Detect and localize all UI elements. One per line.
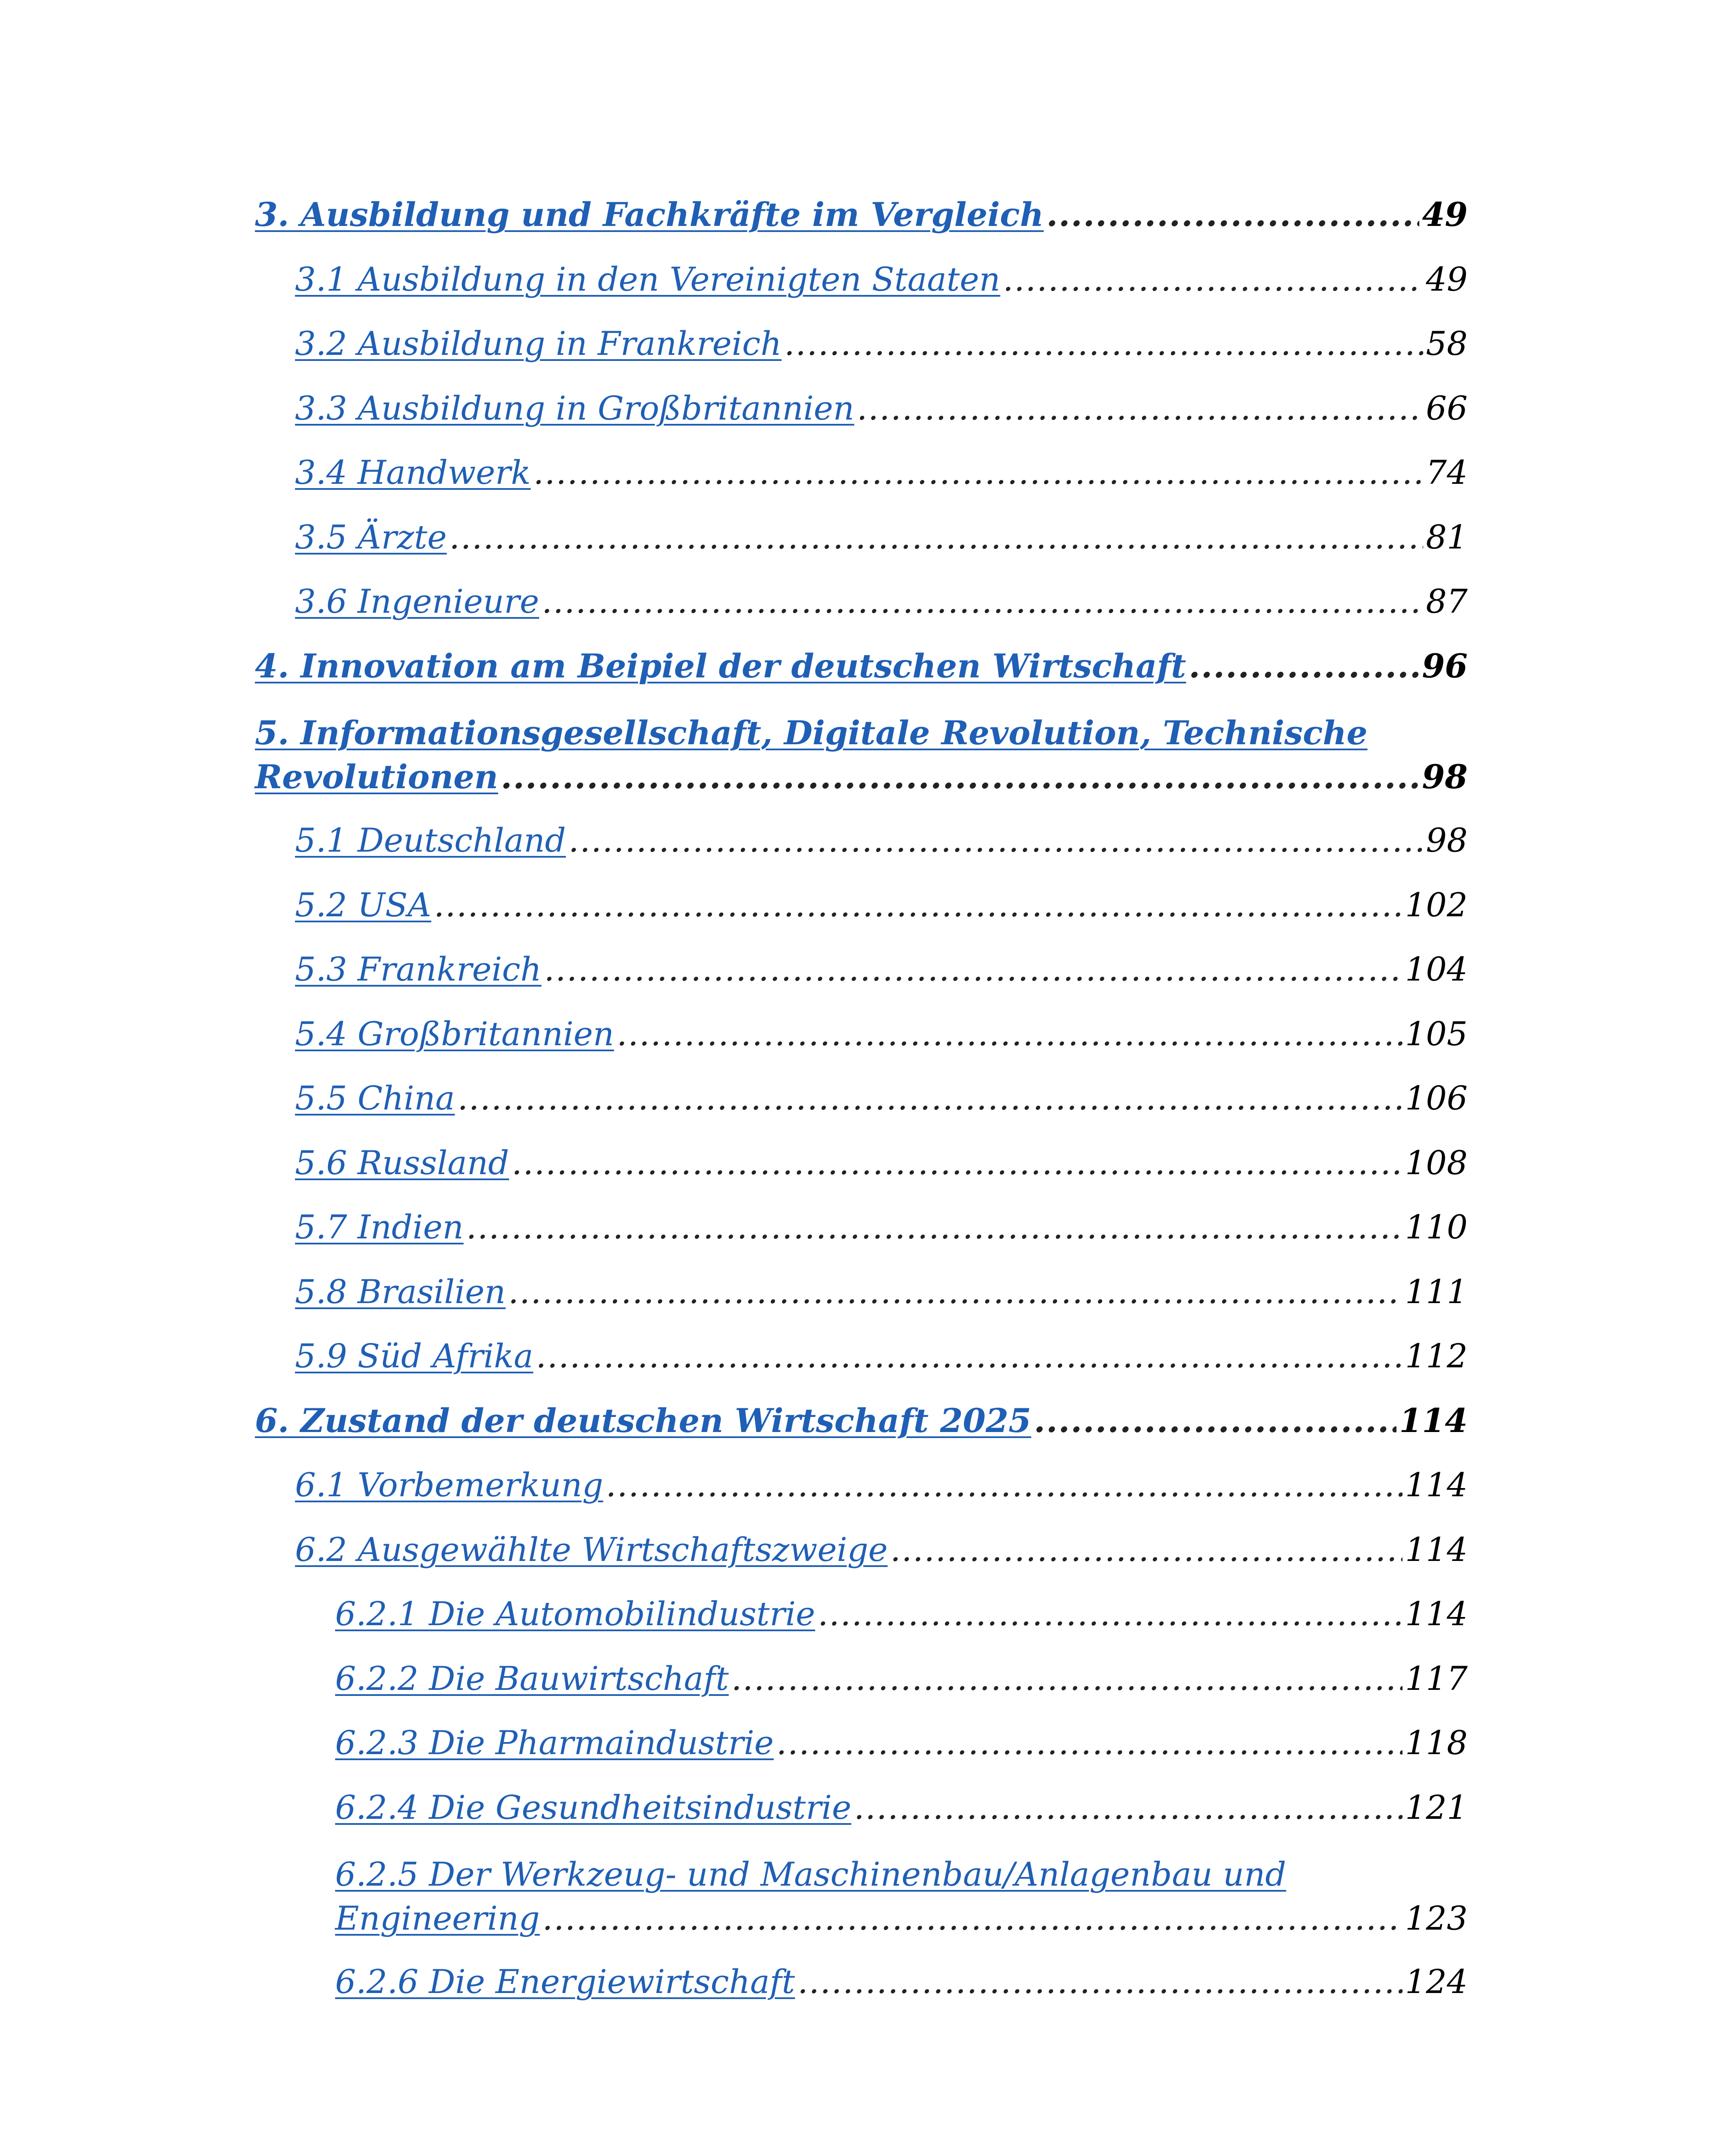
toc-entry[interactable] xyxy=(255,1787,1468,1852)
toc-entry[interactable] xyxy=(255,1078,1468,1142)
toc-entry[interactable] xyxy=(255,323,1468,388)
toc-entry[interactable] xyxy=(255,949,1468,1013)
toc-entry-page: 98 xyxy=(1422,758,1468,796)
toc-entry[interactable] xyxy=(255,646,1468,710)
toc-entry-page: 110 xyxy=(1405,1208,1468,1246)
toc-entry[interactable] xyxy=(255,581,1468,646)
toc-entry[interactable] xyxy=(255,1335,1468,1400)
toc-entry-page: 123 xyxy=(1405,1899,1468,1937)
toc-entry-title[interactable]: 6.2.1 Die Automobilindustrie xyxy=(335,1595,816,1633)
dot-leader xyxy=(818,1593,1403,1635)
toc-entry-page: 114 xyxy=(1405,1595,1468,1633)
toc-entry-page: 112 xyxy=(1405,1337,1468,1375)
table-of-contents xyxy=(255,194,1468,2026)
dot-leader xyxy=(568,820,1423,861)
toc-entry[interactable] xyxy=(255,452,1468,517)
toc-entry-page: 102 xyxy=(1405,885,1468,924)
dot-leader xyxy=(533,452,1424,493)
toc-entry-page: 111 xyxy=(1405,1272,1468,1311)
dot-leader xyxy=(542,581,1423,622)
toc-entry-page: 105 xyxy=(1405,1014,1468,1053)
dot-leader xyxy=(784,323,1423,364)
toc-entry-page: 104 xyxy=(1405,950,1468,988)
dot-leader xyxy=(544,949,1403,990)
toc-entry[interactable] xyxy=(255,820,1468,884)
dot-leader xyxy=(543,1898,1403,1939)
toc-entry[interactable] xyxy=(255,884,1468,949)
dot-leader xyxy=(1003,259,1423,300)
toc-entry-title[interactable]: Engineering xyxy=(335,1899,540,1937)
dot-leader xyxy=(458,1078,1403,1119)
toc-entry[interactable] xyxy=(255,1529,1468,1594)
toc-entry-title[interactable]: 6.2 Ausgewählte Wirtschaftszweige xyxy=(295,1530,888,1569)
toc-entry-title[interactable]: 3.5 Ärzte xyxy=(295,517,447,556)
toc-entry-page: 117 xyxy=(1405,1659,1468,1698)
dot-leader xyxy=(508,1271,1403,1313)
toc-entry-title[interactable]: Revolutionen xyxy=(255,758,499,796)
toc-entry-title[interactable]: 5.4 Großbritannien xyxy=(295,1014,614,1053)
toc-entry-title[interactable]: 6.1 Vorbemerkung xyxy=(295,1466,603,1504)
toc-entry-title[interactable]: 3.4 Handwerk xyxy=(295,453,531,492)
toc-entry-title[interactable]: 4. Innovation am Beipiel der deutschen Wirtschaft xyxy=(255,646,1186,685)
toc-entry[interactable] xyxy=(255,710,1468,820)
toc-entry-title[interactable]: 5.3 Frankreich xyxy=(295,950,542,988)
toc-entry[interactable] xyxy=(255,1464,1468,1529)
toc-entry-page: 87 xyxy=(1426,582,1468,620)
toc-entry[interactable] xyxy=(255,1013,1468,1078)
dot-leader xyxy=(854,1787,1403,1828)
dot-leader xyxy=(536,1335,1403,1377)
toc-entry-page: 114 xyxy=(1405,1466,1468,1504)
toc-entry[interactable] xyxy=(255,388,1468,452)
toc-entry-page: 49 xyxy=(1422,195,1468,234)
dot-leader xyxy=(501,756,1419,798)
toc-entry-page: 49 xyxy=(1426,260,1468,298)
dot-leader xyxy=(731,1658,1403,1699)
dot-leader xyxy=(466,1206,1403,1248)
dot-leader xyxy=(449,517,1423,558)
toc-entry-title[interactable]: 6. Zustand der deutschen Wirtschaft 2025 xyxy=(255,1401,1032,1440)
toc-entry-page: 98 xyxy=(1426,821,1468,859)
toc-entry-page: 66 xyxy=(1426,389,1468,427)
toc-entry[interactable] xyxy=(255,1206,1468,1271)
toc-entry-title[interactable]: 5.6 Russland xyxy=(295,1143,509,1182)
toc-entry-title[interactable]: 5.5 China xyxy=(295,1079,455,1117)
toc-entry-title[interactable]: 5.8 Brasilien xyxy=(295,1272,506,1311)
toc-entry-title[interactable]: 3. Ausbildung und Fachkräfte im Vergleich xyxy=(255,195,1044,234)
toc-entry-title[interactable]: 5.7 Indien xyxy=(295,1208,464,1246)
toc-entry[interactable] xyxy=(255,259,1468,323)
toc-entry-title[interactable]: 5.2 USA xyxy=(295,885,432,924)
toc-entry-page: 124 xyxy=(1405,1962,1468,2001)
toc-entry[interactable] xyxy=(255,1271,1468,1336)
dot-leader xyxy=(511,1142,1403,1184)
toc-entry-title[interactable]: 5.1 Deutschland xyxy=(295,821,566,859)
toc-entry-title[interactable]: 3.1 Ausbildung in den Vereinigten Staaten xyxy=(295,260,1001,298)
toc-entry[interactable] xyxy=(255,194,1468,259)
dot-leader xyxy=(617,1013,1403,1055)
dot-leader xyxy=(857,388,1424,429)
toc-entry-title[interactable]: 5.9 Süd Afrika xyxy=(295,1337,533,1375)
toc-entry[interactable] xyxy=(255,1142,1468,1207)
toc-entry-page: 74 xyxy=(1426,453,1468,492)
dot-leader xyxy=(776,1722,1403,1764)
toc-entry-title[interactable]: 3.2 Ausbildung in Frankreich xyxy=(295,324,782,363)
toc-entry-title-line1[interactable]: 6.2.5 Der Werkzeug- und Maschinenbau/Anlagenbau und xyxy=(335,1855,1286,1893)
toc-entry-page: 114 xyxy=(1405,1530,1468,1569)
toc-entry-page: 108 xyxy=(1405,1143,1468,1182)
toc-entry[interactable] xyxy=(255,1400,1468,1465)
toc-entry-title-line1[interactable]: 5. Informationsgesellschaft, Digitale Revolution, Technische xyxy=(255,714,1368,752)
dot-leader xyxy=(434,884,1403,926)
dot-leader xyxy=(890,1529,1403,1570)
dot-leader xyxy=(1189,646,1419,687)
toc-entry[interactable] xyxy=(255,517,1468,581)
dot-leader xyxy=(606,1464,1403,1506)
toc-entry-title[interactable]: 6.2.2 Die Bauwirtschaft xyxy=(335,1659,729,1698)
dot-leader xyxy=(1034,1400,1396,1442)
toc-entry-title[interactable]: 3.6 Ingenieure xyxy=(295,582,540,620)
toc-entry-page: 121 xyxy=(1405,1788,1468,1827)
dot-leader xyxy=(797,1961,1403,2002)
toc-entry[interactable] xyxy=(255,1961,1468,2026)
toc-entry-title[interactable]: 6.2.6 Die Energiewirtschaft xyxy=(335,1962,795,2001)
toc-entry-page: 81 xyxy=(1426,517,1468,556)
toc-entry[interactable] xyxy=(255,1722,1468,1787)
dot-leader xyxy=(1046,194,1419,235)
toc-entry-page: 58 xyxy=(1426,324,1468,363)
toc-entry[interactable] xyxy=(255,1851,1468,1961)
toc-entry[interactable] xyxy=(255,1593,1468,1658)
toc-entry-page: 106 xyxy=(1405,1079,1468,1117)
toc-entry-page: 114 xyxy=(1399,1401,1468,1440)
toc-entry-title[interactable]: 6.2.4 Die Gesundheitsindustrie xyxy=(335,1788,851,1827)
toc-entry-title[interactable]: 3.3 Ausbildung in Großbritannien xyxy=(295,389,854,427)
toc-entry-title[interactable]: 6.2.3 Die Pharmaindustrie xyxy=(335,1724,774,1762)
toc-entry-page: 96 xyxy=(1422,646,1468,685)
toc-entry[interactable] xyxy=(255,1658,1468,1723)
toc-entry-page: 118 xyxy=(1405,1724,1468,1762)
